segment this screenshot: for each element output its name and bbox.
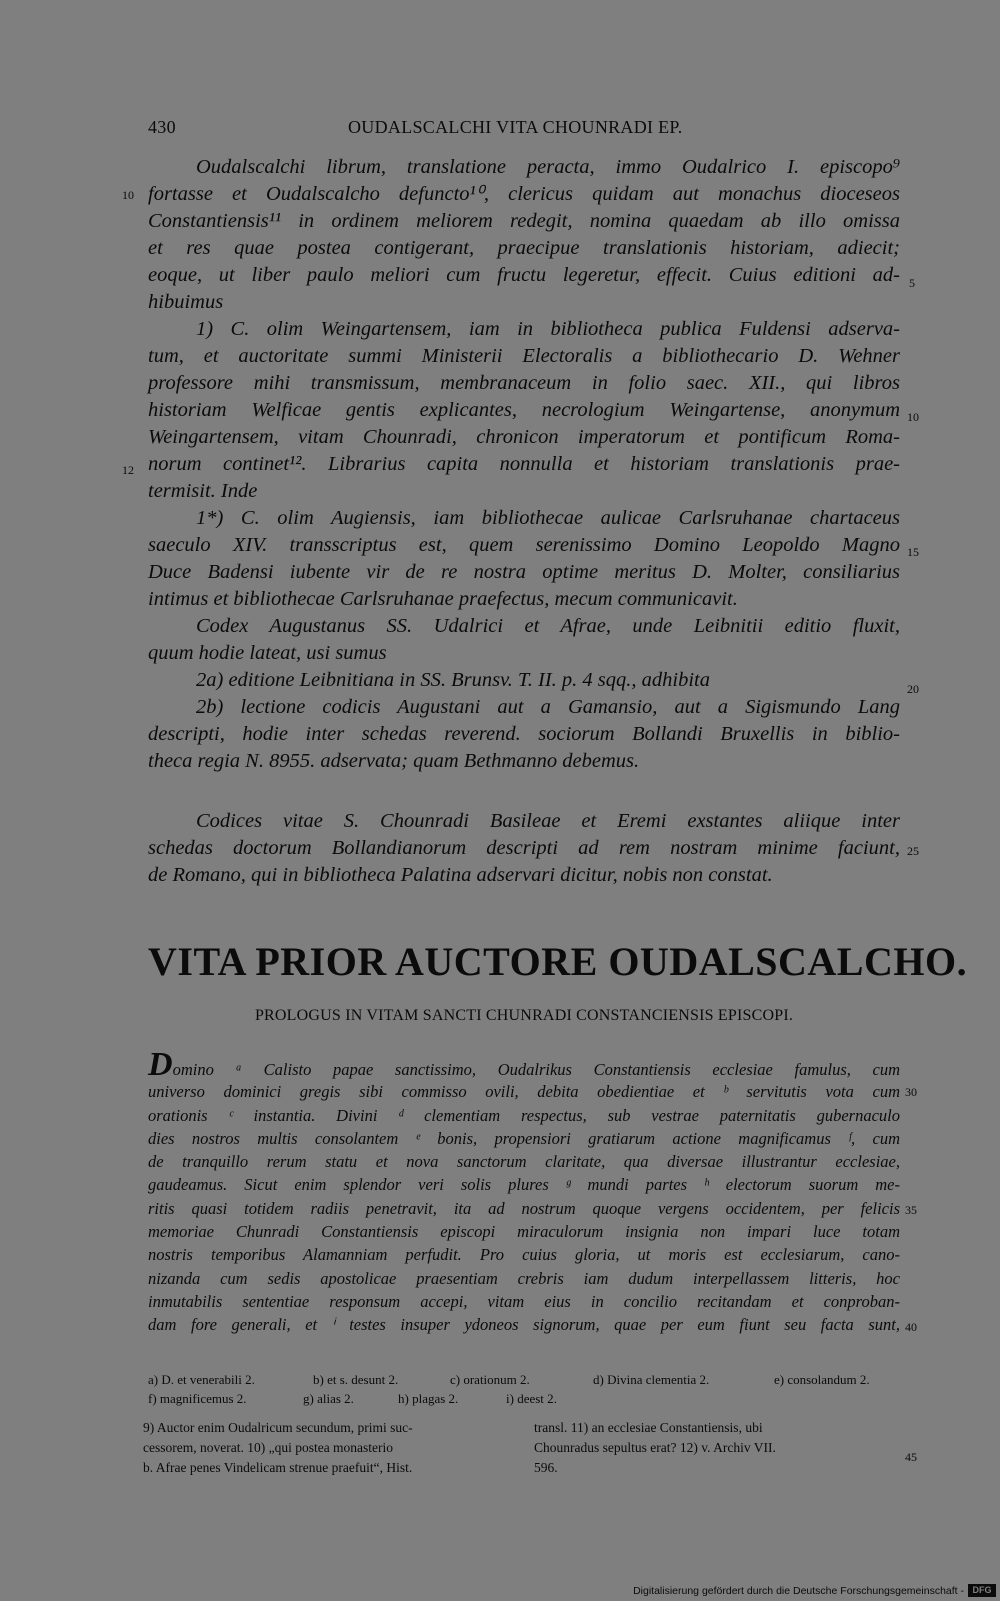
margin-line-number: 5: [909, 276, 915, 290]
footnote: e) consolandum 2.: [774, 1372, 870, 1387]
footnote-line: 596.: [534, 1460, 558, 1475]
text-line: 1*) C. olim Augiensis, iam bibliothecae aulicae Carlsruhanae chartaceus: [196, 507, 900, 529]
margin-line-number: 30: [905, 1085, 917, 1099]
footnote: h) plagas 2.: [398, 1391, 459, 1406]
text-line: historiam Welficae gentis explicantes, necrologium Weingartense, anonymum: [148, 399, 900, 421]
footnote: a) D. et venerabili 2.: [148, 1372, 255, 1387]
footnotes-numbered-col2: [534, 1418, 904, 1478]
text-line: [148, 1046, 900, 1083]
text-line: norum continet¹². Librarius capita nonnulla et historiam translationis prae-: [148, 453, 900, 475]
prologus-text: [148, 1046, 900, 1337]
text-line: dies nostros multis consolantem ᵉ bonis, propensiori gratiarum actione magnificamus ᶠ, cum: [148, 1128, 900, 1148]
text-line: Oudalscalchi librum, translatione peracta, immo Oudalrico I. episcopo⁹: [196, 156, 900, 178]
text-line: 2b) lectione codicis Augustani aut a Gamansio, aut a Sigismundo Lang: [196, 696, 900, 718]
text-line: 1) C. olim Weingartensem, iam in bibliotheca publica Fuldensi adserva-: [196, 318, 900, 340]
prologus-title: PROLOGUS IN VITAM SANCTI CHUNRADI CONSTANCIENSIS EPISCOPI.: [254, 1007, 794, 1024]
footnote-line: cessorem, noverat. 10) „qui postea monasterio: [143, 1440, 394, 1455]
text-line: Weingartensem, vitam Chounradi, chronicon imperatorum et pontificum Roma-: [148, 426, 900, 448]
margin-line-number: 45: [905, 1450, 917, 1464]
text-line: schedas doctorum Bollandianorum descripti ad rem nostram minime faciunt,: [148, 837, 900, 859]
text-line: nizanda cum sedis apostolicae praesentiam crebris iam dudum interpellassem litteris, hoc: [148, 1268, 900, 1288]
text-line: memoriae Chunradi Constantiensis episcopi miraculorum insignia non impari luce totam: [148, 1222, 900, 1242]
footnote-line: transl. 11) an ecclesiae Constantiensis, ubi: [534, 1420, 763, 1435]
footnotes-numbered-col1: [143, 1418, 513, 1478]
footnote: f) magnificemus 2.: [148, 1391, 247, 1406]
margin-line-number: 40: [905, 1320, 917, 1334]
vita-title: VITA PRIOR AUCTORE OUDALSCALCHO.: [148, 939, 968, 984]
margin-line-number: 12: [122, 463, 134, 477]
text-line: 2a) editione Leibnitiana in SS. Brunsv. T. II. p. 4 sqq., adhibita: [196, 669, 710, 691]
margin-line-number: 25: [907, 844, 919, 858]
text-line: quum hodie lateat, usi sumus: [148, 642, 387, 664]
text-line: nostris temporibus Alamanniam perfudit. Pro cuius gloria, ut moris est ecclesiarum, cano-: [148, 1245, 900, 1265]
running-title: OUDALSCALCHI VITA CHOUNRADI EP.: [348, 117, 683, 137]
page-header: [148, 117, 900, 143]
text-line: ritis quasi totidem radiis penetravit, ita ad nostrum quoque vergens occidentem, per felicis: [148, 1198, 900, 1218]
text-line: eoque, ut liber paulo meliori cum fructu legeretur, effecit. Cuius editioni ad-: [148, 264, 900, 286]
footnote-line: 9) Auctor enim Oudalricum secundum, primi suc-: [143, 1420, 413, 1435]
footnotes-letters-row1: [148, 1372, 900, 1392]
footnote: g) alias 2.: [303, 1391, 354, 1406]
text-line: Codex Augustanus SS. Udalrici et Afrae, unde Leibnitii editio fluxit,: [196, 615, 900, 637]
footnote-line: Chounradus sepultus erat? 12) v. Archiv VII.: [534, 1440, 776, 1455]
margin-line-number: 35: [905, 1203, 917, 1217]
text-line: tum, et auctoritate summi Ministerii Electoralis a bibliothecario D. Wehner: [148, 345, 900, 367]
footnote: d) Divina clementia 2.: [593, 1372, 710, 1387]
footnotes-letters-row2: [148, 1391, 900, 1411]
text-run: omino ᵃ Calisto papae sanctissimo, Oudalrikus Constantiensis ecclesiae famulus, cum: [172, 1060, 900, 1079]
text-line: theca regia N. 8955. adservata; quam Bethmanno debemus.: [148, 750, 640, 772]
intro-text: [148, 154, 900, 775]
text-line: inmutabilis sententiae responsum accepi, vitam eius in concilio recitandam et conproban-: [148, 1291, 900, 1311]
text-line: intimus et bibliothecae Carlsruhanae praefectus, mecum communicavit.: [148, 588, 738, 610]
text-line: de tranquillo rerum statu et nova sanctorum claritate, qua diversae illustrantur ecclesiae,: [148, 1152, 900, 1172]
text-line: dam fore generali, et ⁱ testes insuper ydoneos signorum, quae per eum fiunt seu facta sunt,: [148, 1315, 900, 1335]
digitization-credit: Digitalisierung gefördert durch die Deutsche Forschungsgemeinschaft -: [633, 1585, 964, 1597]
drop-cap: D: [148, 1046, 173, 1083]
codices-paragraph: [148, 808, 900, 889]
text-line: termisit. Inde: [148, 480, 258, 502]
footnote-line: b. Afrae penes Vindelicam strenue praefuit“, Hist.: [143, 1460, 413, 1475]
text-line: descripti, hodie inter schedas reverend. sociorum Bollandi Bruxellis in biblio-: [148, 723, 900, 745]
text-line: et res quae postea contigerant, praecipue translationis historiam, adiecit;: [148, 237, 900, 259]
text-line: saeculo XIV. transscriptus est, quem serenissimo Domino Leopoldo Magno: [148, 534, 900, 556]
text-line: Codices vitae S. Chounradi Basileae et Eremi exstantes aliique inter: [196, 810, 900, 832]
text-line: Duce Badensi iubente vir de re nostra optime meritus D. Molter, consiliarius: [148, 561, 900, 583]
text-line: gaudeamus. Sicut enim splendor veri solis plures ᵍ mundi partes ʰ electorum suorum me-: [148, 1175, 900, 1195]
margin-line-number: 15: [907, 545, 919, 559]
text-line: Constantiensis¹¹ in ordinem meliorem redegit, nomina quaedam ab illo omissa: [148, 210, 900, 232]
footnote: c) orationum 2.: [450, 1372, 530, 1387]
text-line: de Romano, qui in bibliotheca Palatina adservari dicitur, nobis non constat.: [148, 864, 773, 886]
footnote: i) deest 2.: [506, 1391, 557, 1406]
dfg-logo[interactable]: DFG: [968, 1584, 996, 1597]
text-line: professore mihi transmissum, membranaceum in folio saec. XII., qui libros: [148, 372, 900, 394]
page-number: 430: [148, 117, 176, 137]
text-line: universo dominici gregis sibi commisso ovili, debita obedientiae et ᵇ servitutis vota cum: [148, 1082, 900, 1102]
margin-line-number: 10: [122, 188, 134, 202]
footnote: b) et s. desunt 2.: [313, 1372, 399, 1387]
text-line: hibuimus: [148, 291, 224, 313]
text-line: orationis ᶜ instantia. Divini ᵈ clementiam respectus, sub vestrae paternitatis gubernaculo: [148, 1105, 900, 1125]
margin-line-number: 10: [907, 410, 919, 424]
text-line: fortasse et Oudalscalcho defuncto¹⁰, clericus quidam aut monachus dioceseos: [148, 183, 900, 205]
margin-line-number: 20: [907, 682, 919, 696]
